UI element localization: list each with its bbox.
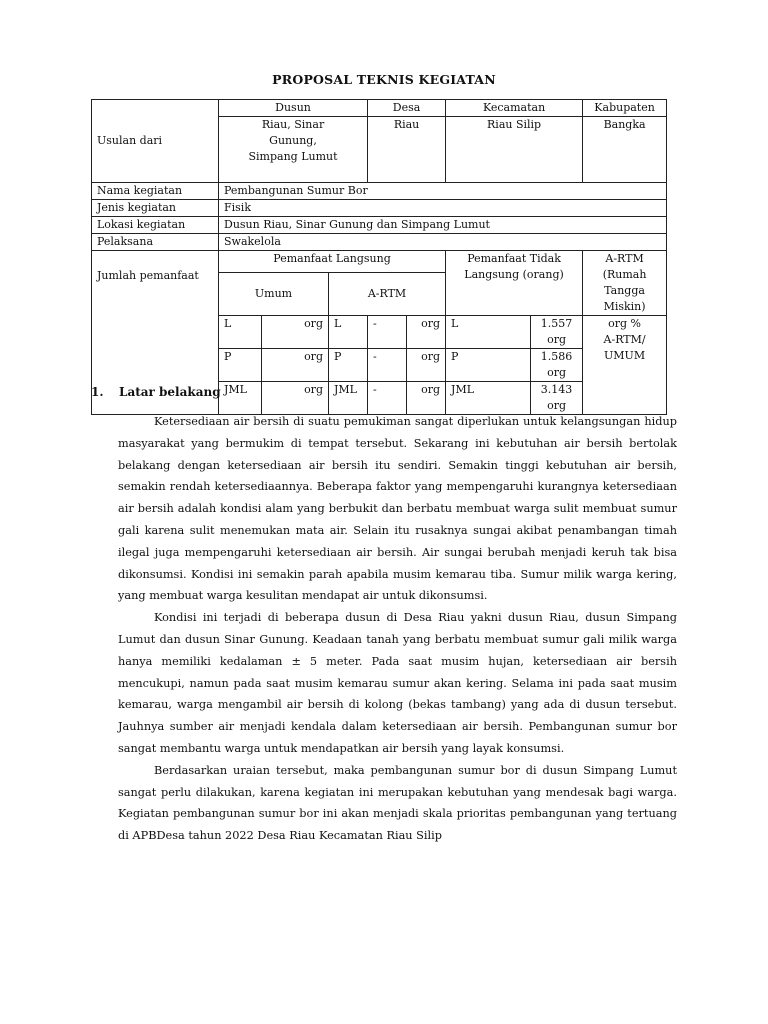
- value-dusun: Riau, Sinar Gunung, Simpang Lumut: [219, 117, 368, 183]
- tidak-langsung-value: 3.143 org: [531, 382, 583, 415]
- value-kabupaten: Bangka: [583, 117, 667, 183]
- pemanfaat-langsung-header: Pemanfaat Langsung: [219, 251, 446, 273]
- artm-unit: org: [407, 316, 446, 349]
- artm-percent-cell: [583, 316, 667, 415]
- artm-label: L: [329, 316, 368, 349]
- row-label: Lokasi kegiatan: [92, 217, 219, 234]
- artm-miskin-text: A-RTM (Rumah Tangga Miskin): [602, 252, 647, 313]
- section-number: 1.: [91, 385, 104, 399]
- section-heading: [91, 385, 221, 399]
- pemanfaat-tidak-langsung-header: Pemanfaat Tidak Langsung (orang): [446, 251, 583, 316]
- proposal-info-table: [91, 99, 667, 415]
- artm-dash: -: [368, 382, 407, 415]
- artm-unit: org: [407, 382, 446, 415]
- artm-miskin-header: [583, 251, 667, 316]
- value-kecamatan: Riau Silip: [446, 117, 583, 183]
- header-kecamatan: Kecamatan: [446, 100, 583, 117]
- tidak-langsung-label: P: [446, 349, 531, 382]
- row-label: Jenis kegiatan: [92, 200, 219, 217]
- umum-unit: org: [262, 382, 329, 415]
- paragraph: Kondisi ini terjadi di beberapa dusun di Desa Riau yakni dusun Riau, dusun Simpang Lumut dan dusun Sinar Gunung. Keadaan tanah yang berbatu membuat sumur gali milik warga hanya memiliki kedalaman ± 5 meter. Pada saat musim hujan, ketersediaan air bersih mencukupi, namun pada saat musim kemarau sumur akan kering. Selama ini pada saat musim kemarau, warga mengambil air bersih di kolong (bekas tambang) yang ada di dusun tersebut. Jauhnya sumber air menjadi kendala dalam ketersediaan air bersih. Pembangunan sumur bor sangat membantu warga untuk mendapatkan air bersih yang layak konsumsi.: [118, 611, 677, 755]
- paragraph: Berdasarkan uraian tersebut, maka pembangunan sumur bor di dusun Simpang Lumut sangat perlu dilakukan, karena kegiatan ini merupakan kebutuhan yang mendesak bagi warga. Kegiatan pembangunan sumur bor ini akan menjadi skala prioritas pembangunan yang tertuang di APBDesa tahun 2022 Desa Riau Kecamatan Riau Silip: [118, 763, 677, 843]
- artm-label: JML: [329, 382, 368, 415]
- section-body: [118, 411, 677, 847]
- umum-unit: org: [262, 316, 329, 349]
- jumlah-pemanfaat-label: Jumlah pemanfaat: [92, 251, 219, 415]
- artm-label: P: [329, 349, 368, 382]
- tidak-langsung-value: 1.557 org: [531, 316, 583, 349]
- umum-header: Umum: [219, 273, 329, 316]
- tidak-langsung-label: JML: [446, 382, 531, 415]
- artm-unit: org: [407, 349, 446, 382]
- row-value: Fisik: [219, 200, 667, 217]
- artm-percent-line: org %: [608, 317, 641, 330]
- umum-label: L: [219, 316, 262, 349]
- tidak-langsung-value: 1.586 org: [531, 349, 583, 382]
- artm-dash: -: [368, 316, 407, 349]
- header-dusun: Dusun: [219, 100, 368, 117]
- tidak-langsung-label: L: [446, 316, 531, 349]
- row-label: Pelaksana: [92, 234, 219, 251]
- usulan-label: Usulan dari: [92, 100, 219, 183]
- value-desa: Riau: [368, 117, 446, 183]
- umum-label: JML: [219, 382, 262, 415]
- header-desa: Desa: [368, 100, 446, 117]
- artm-dash: -: [368, 349, 407, 382]
- artm-header: A-RTM: [329, 273, 446, 316]
- page-title: PROPOSAL TEKNIS KEGIATAN: [272, 72, 496, 87]
- row-value: Swakelola: [219, 234, 667, 251]
- artm-percent-line: UMUM: [604, 349, 646, 362]
- paragraph: Ketersediaan air bersih di suatu pemukiman sangat diperlukan untuk kelangsungan hidup masyarakat yang bermukim di tempat tersebut. Sekarang ini kebutuhan air bersih bertolak belakang dengan ketersediaan air bersih itu sendiri. Semakin tinggi kebutuhan air bersih, semakin rendah ketersediaannya. Beberapa faktor yang mempengaruhi kurangnya ketersediaan air bersih adalah kondisi alam yang berbukit dan berbatu membuat warga sulit membuat sumur gali karena sulit menemukan mata air. Selain itu rusaknya sungai akibat penambangan timah ilegal juga mempengaruhi ketersediaan air bersih. Air sungai berubah menjadi keruh tak bisa dikonsumsi. Kondisi ini semakin parah apabila musim kemarau tiba. Sumur milik warga kering, yang membuat warga kesulitan mendapat air untuk dikonsumsi.: [118, 415, 677, 603]
- umum-unit: org: [262, 349, 329, 382]
- row-value: Dusun Riau, Sinar Gunung dan Simpang Lumut: [219, 217, 667, 234]
- artm-percent-line: A-RTM/: [603, 333, 646, 346]
- row-label: Nama kegiatan: [92, 183, 219, 200]
- header-kabupaten: Kabupaten: [583, 100, 667, 117]
- umum-label: P: [219, 349, 262, 382]
- row-value: Pembangunan Sumur Bor: [219, 183, 667, 200]
- section-title: Latar belakang: [119, 385, 221, 399]
